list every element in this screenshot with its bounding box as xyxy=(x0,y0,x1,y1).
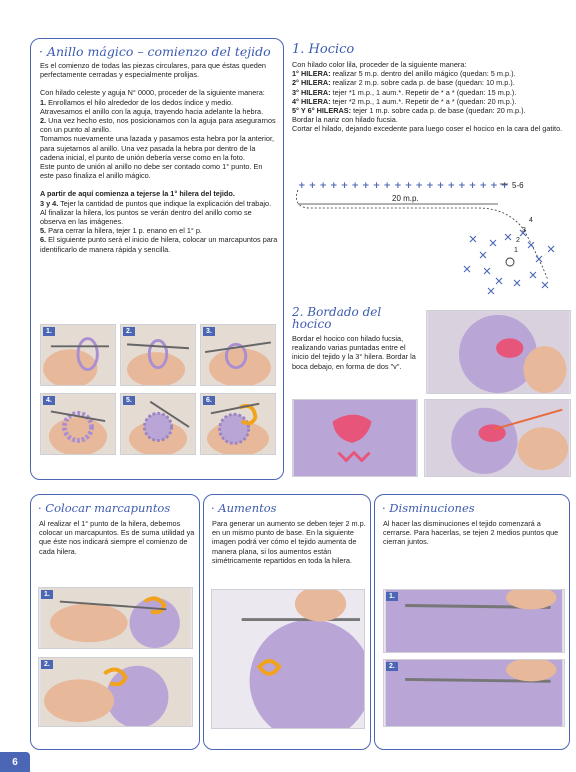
row-text: tejer 1 m.p. sobre cada p. de base (quedan: 20 m.p.). xyxy=(351,106,526,116)
diagram-round-3: 3 xyxy=(522,227,526,234)
diagram-rows-label: 5-6 xyxy=(512,181,524,190)
row-label: 2° HILERA: xyxy=(292,78,331,88)
marcapuntos-photo xyxy=(38,657,193,727)
step-text: Tomamos nuevamente una lazada y pasamos esta hebra por la anterior, para sujetarnos al anillo. Una vez pasada la hebra por dentro de la cadena inicial, el punto de unión debería verse como en la foto. xyxy=(40,134,275,162)
hocico-row xyxy=(292,106,570,115)
hocico-row xyxy=(292,78,570,87)
step-photo xyxy=(200,324,276,386)
disminuciones-photo xyxy=(383,589,565,653)
embroidery-photo-main xyxy=(426,310,571,394)
row-text: tejer *1 m.p., 1 aum.*. Repetir de * a * (quedan: 15 m.p.). xyxy=(330,87,517,97)
step-photo xyxy=(200,393,276,455)
hocico-title: 1. Hocico xyxy=(292,42,355,57)
row-start-note: A partir de aquí comienza a tejerse la 1° hilera del tejido. xyxy=(40,189,235,199)
crochet-diagram xyxy=(292,170,568,298)
hocico-end: Cortar el hilado, dejando excedente para luego coser el hocico en la cara del gatito. xyxy=(292,124,563,134)
page-number: 6 xyxy=(0,752,30,772)
step-photo-label: 5. xyxy=(123,396,135,405)
disminuciones-photo xyxy=(383,659,565,727)
diagram-width-label: 20 m.p. xyxy=(392,194,419,203)
aumentos-title: · Aumentos xyxy=(211,501,277,515)
step-photo xyxy=(40,393,116,455)
step-photo xyxy=(40,324,116,386)
row-text: realizar 5 m.p. dentro del anillo mágico (quedan: 5 m.p.). xyxy=(330,69,516,79)
hocico-end: Bordar la nariz con hilado fucsia. xyxy=(292,115,398,125)
svg-text:+ + + + + + + + + + + + + + +: + + + + + + + + + + + + + + + + + + + + xyxy=(298,181,509,191)
disminuciones-box xyxy=(374,494,570,750)
step-text: Una vez hecho esto, nos posicionamos con la aguja para asegurarnos con un punto al anillo. xyxy=(40,116,276,135)
step-number: 1. xyxy=(40,97,47,107)
step-photo-label: 2. xyxy=(41,660,53,669)
step-photo-label: 1. xyxy=(386,592,398,601)
step-photo-label: 1. xyxy=(43,327,55,336)
anillo-materials: Con hilado celeste y aguja N° 0000, proceder de la siguiente manera: xyxy=(40,88,265,98)
step-photo-label: 6. xyxy=(203,396,215,405)
diagram-round-4: 4 xyxy=(529,217,533,224)
marcapuntos-text: Al realizar el 1° punto de la hilera, debemos colocar un marcapuntos. Es de suma utilidad ya que éste nos indicará siempre el comienzo de cada hilera. xyxy=(39,519,195,556)
anillo-intro: Es el comienzo de todas las piezas circulares, para que éstas queden perfectamente cerradas y especialmente prolijas. xyxy=(40,61,266,80)
marcapuntos-title: · Colocar marcapuntos xyxy=(38,501,171,515)
disminuciones-title: · Disminuciones xyxy=(382,501,475,515)
step-text: Para cerrar la hilera, tejer 1 p. enano en el 1° p. xyxy=(46,226,202,236)
hocico-row xyxy=(292,97,570,106)
aumentos-text: Para generar un aumento se deben tejer 2 m.p. en un mismo punto de base. En la siguiente imagen podrá ver cómo el tejido aumenta de manera plana, si los aumentos están simétricamente repartidos en toda la hilera. xyxy=(212,519,366,565)
step-photo-label: 4. xyxy=(43,396,55,405)
step-text: El siguiente punto será el inicio de hilera, colocar un marcapuntos para identificarlo de manera rápida y sencilla. xyxy=(40,235,278,254)
diagram-round-2: 2 xyxy=(516,237,520,244)
aumentos-photo xyxy=(211,589,365,729)
aumentos-box xyxy=(203,494,371,750)
hocico-row xyxy=(292,88,570,97)
step-photo-label: 2. xyxy=(386,662,398,671)
step-photo-label: 3. xyxy=(203,327,215,336)
row-text: tejer *2 m.p., 1 aum.*. Repetir de * a * (quedan: 20 m.p.). xyxy=(330,96,517,106)
row-label: 4° HILERA: xyxy=(292,96,331,106)
step-number: 6. xyxy=(40,235,47,245)
embroidery-photo-nose xyxy=(292,399,418,477)
bordado-title: 2. Bordado del hocico xyxy=(292,305,382,331)
hocico-intro: Con hilado color lila, proceder de la siguiente manera: xyxy=(292,60,467,69)
step-number: 3 y 4. xyxy=(40,198,59,208)
row-label: 3° HILERA: xyxy=(292,87,331,97)
hocico-row xyxy=(292,69,570,78)
step-text: Este punto de unión al anillo no debe ser contado como 1° punto. En este paso finaliza el anillo mágico. xyxy=(40,162,263,181)
step-photo-label: 2. xyxy=(123,327,135,336)
anillo-magico-box xyxy=(30,38,284,480)
bordado-text: Bordar el hocico con hilado fucsia, realizando varias puntadas entre el inicio del tejido y la 3° hilera. Bordar la boca debajo, en forma de dos "v". xyxy=(292,334,416,371)
step-photo xyxy=(120,393,196,455)
embroidery-photo-stitch xyxy=(424,399,571,477)
step-text: Tejer la cantidad de puntos que indique la explicación del trabajo. Al finalizar la hilera, los puntos se verán dentro del anillo como se observa en las imágenes. xyxy=(40,198,272,227)
row-label: 1° HILERA: xyxy=(292,69,331,79)
svg-text:.: . xyxy=(298,174,301,181)
diagram-round-1: 1 xyxy=(514,247,518,254)
step-photo xyxy=(120,324,196,386)
step-photo-label: 1. xyxy=(41,590,53,599)
row-label: 5° Y 6° HILERAS: xyxy=(292,106,352,116)
anillo-title: · Anillo mágico – comienzo del tejido xyxy=(39,44,271,59)
step-number: 2. xyxy=(40,116,47,126)
step-text: Enrollamos el hilo alrededor de los dedos índice y medio. xyxy=(46,97,234,107)
step-number: 5. xyxy=(40,226,47,236)
step-text: Atravesamos el anillo con la aguja, trayendo hacia adelante la hebra. xyxy=(40,106,264,116)
row-text: realizar 2 m.p. sobre cada p. de base (quedan: 10 m.p.). xyxy=(330,78,515,88)
marcapuntos-box xyxy=(30,494,200,750)
disminuciones-text: Al hacer las disminuciones el tejido comenzará a cerrarse. Para hacerlas, se tejen 2 medios puntos que cierran juntos. xyxy=(383,519,559,547)
marcapuntos-photo xyxy=(38,587,193,649)
